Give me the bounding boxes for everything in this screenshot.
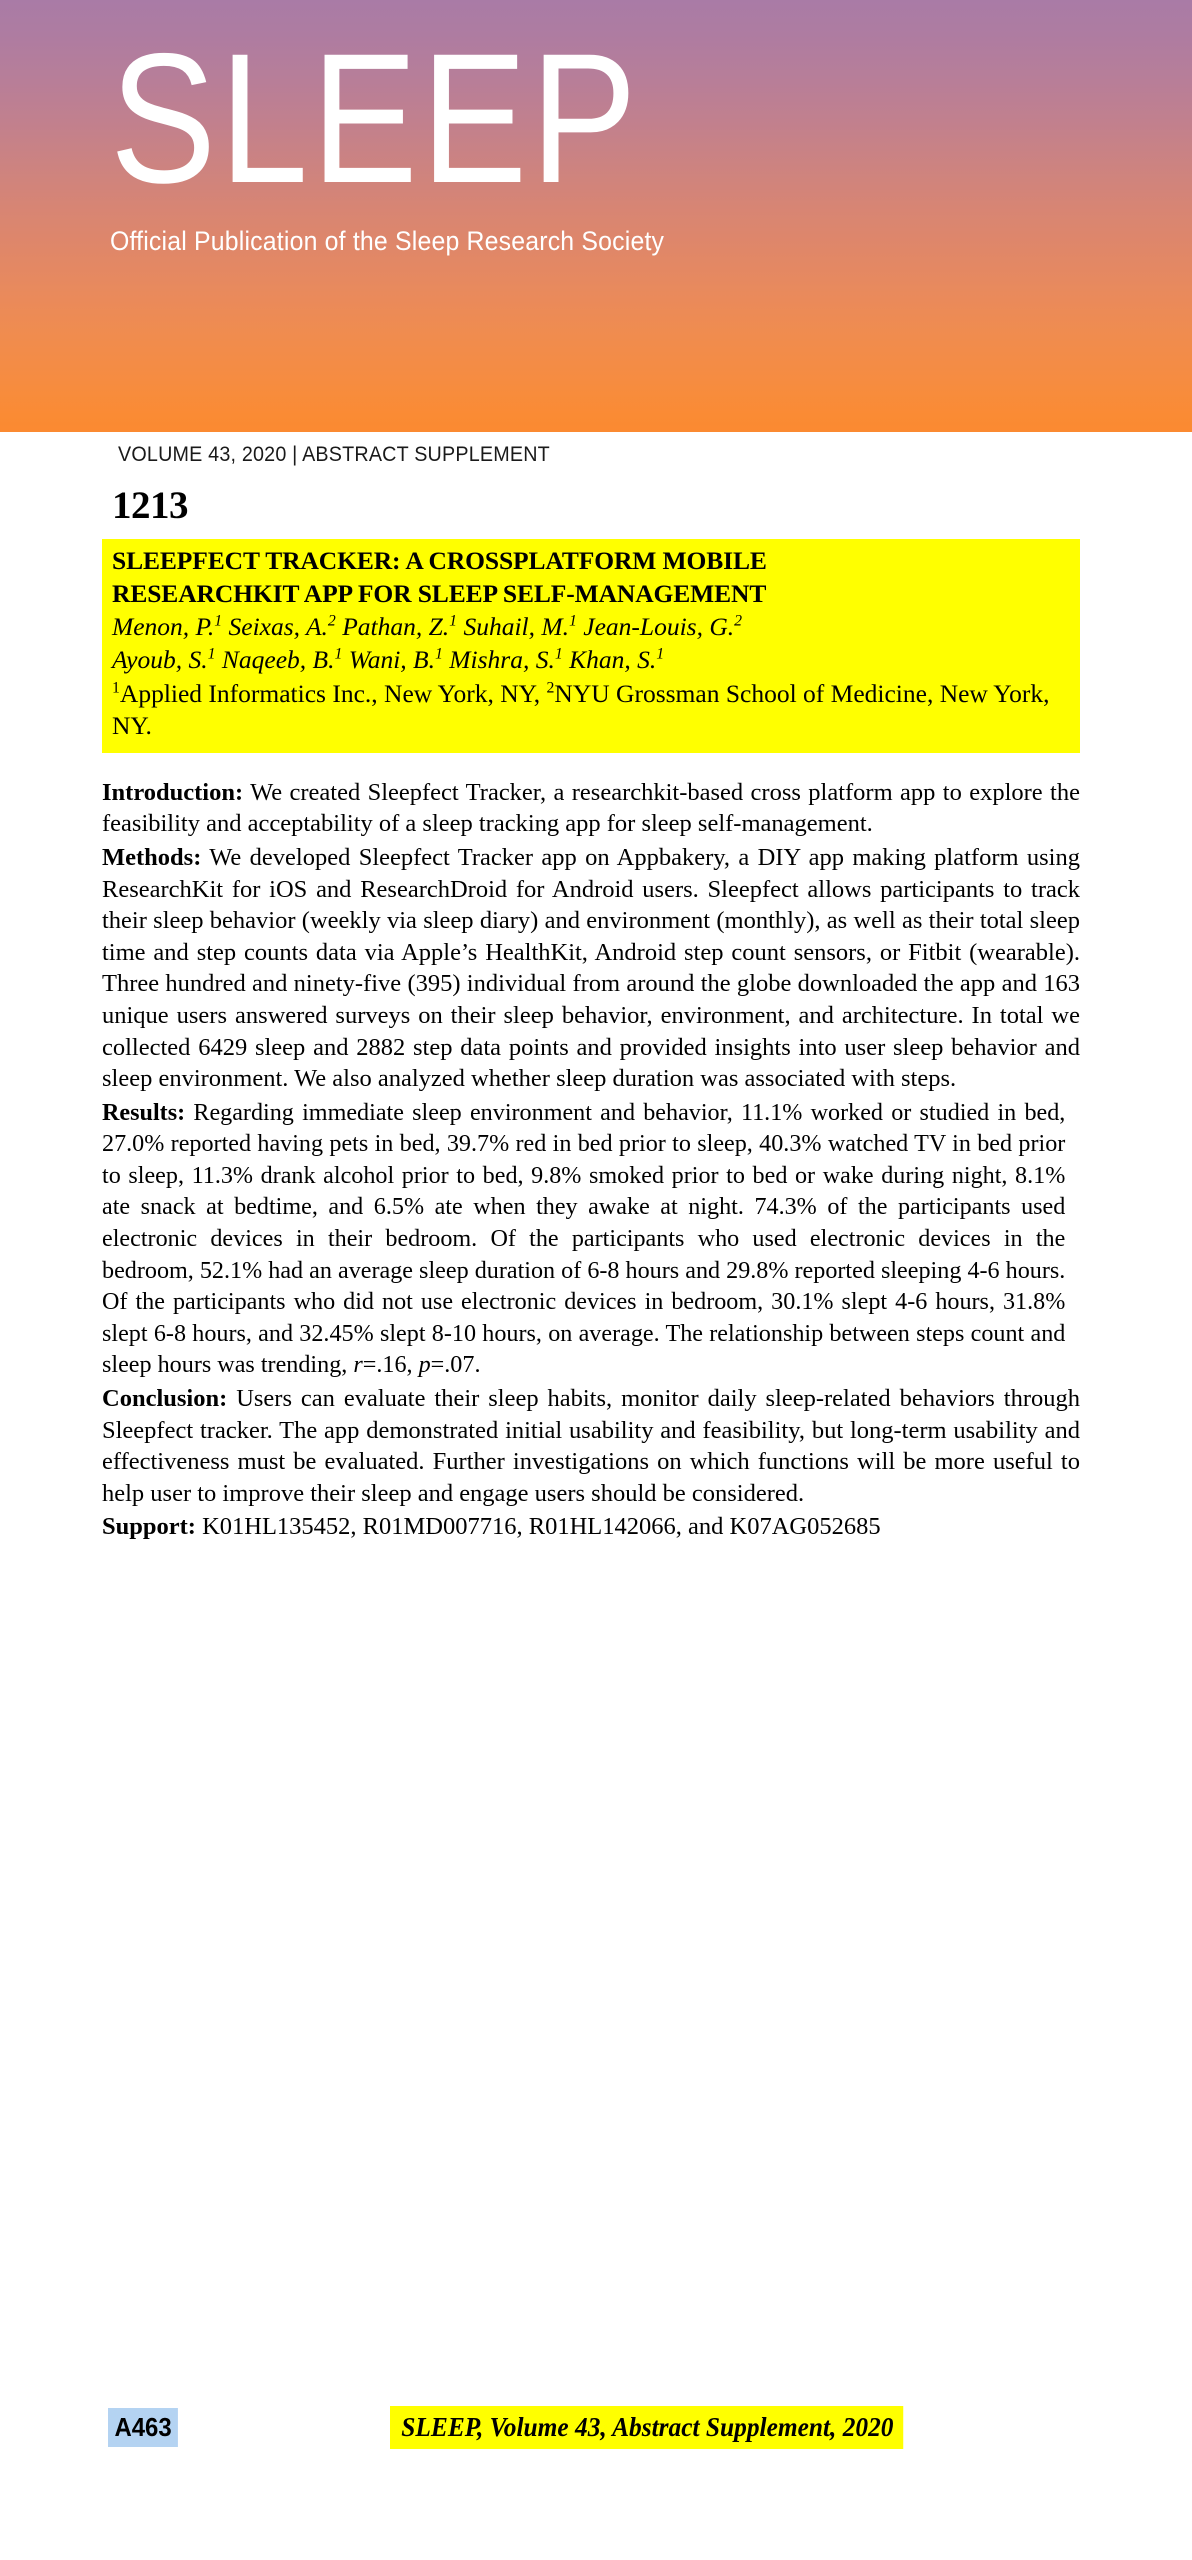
author-line-1: Menon, P.$^1$ Seixas, A.$^2$ Pathan, Z.$^1$ Suhail, M.$^1$ Jean-Louis, G.$^2$ [112,612,743,642]
journal-tagline: Official Publication of the Sleep Research Society [110,226,665,257]
abstract-author-list [112,611,1070,676]
abstract-section-conclusion [102,1383,1080,1509]
footer-citation: SLEEP, Volume 43, Abstract Supplement, 2020 [390,2406,903,2449]
section-text-introduction: We created Sleepfect Tracker, a researchkit-based cross platform app to explore the feasibility and acceptability of a sleep tracking app for sleep self-management. [102,778,1080,838]
section-label-support: Support: [102,1513,196,1541]
abstract-title-line-2: RESEARCHKIT APP FOR SLEEP SELF-MANAGEMENT [112,578,767,608]
section-text-support: K01HL135452, R01MD007716, R01HL142066, and K07AG052685 [195,1513,881,1541]
page-number-badge: A463 [108,2408,178,2447]
abstract-sections [102,777,1080,1543]
content-column [102,486,1080,1543]
section-label-methods: Methods: [102,843,202,871]
abstract-section-support [102,1511,1080,1543]
volume-issue-label: VOLUME 43, 2020 | ABSTRACT SUPPLEMENT [118,443,550,466]
section-label-results: Results: [102,1098,186,1126]
abstract-title [112,545,1070,610]
page-footer [0,2404,1192,2458]
abstract-page-body [0,486,1192,1545]
section-text-results: Regarding immediate sleep environment and behavior, 11.1% worked or studied in bed, 27.0% reported having pets in bed, 39.7% red in bed prior to sleep, 40.3% watched TV in bed prior to sleep, 11.3% drank alcohol prior to bed, 9.8% smoked prior to bed or wake during night, 8.1% ate snack at bedtime, and 6.5% ate when they awake at night. 74.3% of the participants used electronic devices in their bedroom. Of the participants who used electronic devices in the bedroom, 52.1% had an average sleep duration of 6-8 hours and 29.8% reported sleeping 4-6 hours. Of the participants who did not use electronic devices in bedroom, 30.1% slept 4-6 hours, 31.8% slept 6-8 hours, and 32.45% slept 8-10 hours, on average. The relationship between steps count and sleep hours was trending, [102,1098,1066,1379]
section-label-conclusion: Conclusion: [102,1385,228,1413]
section-text-results-stats: r=.16, p=.07. [353,1351,481,1379]
abstract-section-results [102,1097,1065,1381]
section-label-introduction: Introduction: [102,778,244,806]
abstract-affiliations: $^1$Applied Informatics Inc., New York, NY, $^2$NYU Grossman School of Medicine, New York, NY. [112,678,1050,741]
abstract-title-highlight-block [102,539,1080,753]
section-text-methods: We developed Sleepfect Tracker app on Appbakery, a DIY app making platform using ResearchKit for iOS and ResearchDroid for Android users. Sleepfect allows participants to track their sleep behavior (weekly via sleep diary) and environment (monthly), as well as their total sleep time and step counts data via Apple’s HealthKit, Android step count sensors, or Fitbit (wearable). Three hundred and ninety-five (395) individual from around the globe downloaded the app and 163 unique users answered surveys on their sleep behavior, environment, and architecture. In total we collected 6429 sleep and 2882 step data points and provided insights into user sleep behavior and sleep environment. We also analyzed whether sleep duration was associated with steps. [102,843,1080,1093]
author-line-2: Ayoub, S.$^1$ Naqeeb, B.$^1$ Wani, B.$^1$ Mishra, S.$^1$ Khan, S.$^1$ [112,644,665,674]
journal-logo-wordmark: SLEEP [110,16,641,222]
journal-masthead-banner [0,0,1192,432]
masthead-content [110,16,726,257]
volume-issue-bar [0,432,1192,478]
abstract-title-line-1: SLEEPFECT TRACKER: A CROSSPLATFORM MOBILE [112,546,767,575]
abstract-section-introduction [102,777,1080,840]
abstract-section-methods [102,842,1080,1095]
section-text-conclusion: Users can evaluate their sleep habits, monitor daily sleep-related behaviors through Sleepfect tracker. The app demonstrated initial usability and feasibility, but long-term usability and effectiveness must be evaluated. Further investigations on which functions will be more useful to help user to improve their sleep and engage users should be considered. [102,1385,1080,1507]
abstract-number: 1213 [112,484,188,527]
